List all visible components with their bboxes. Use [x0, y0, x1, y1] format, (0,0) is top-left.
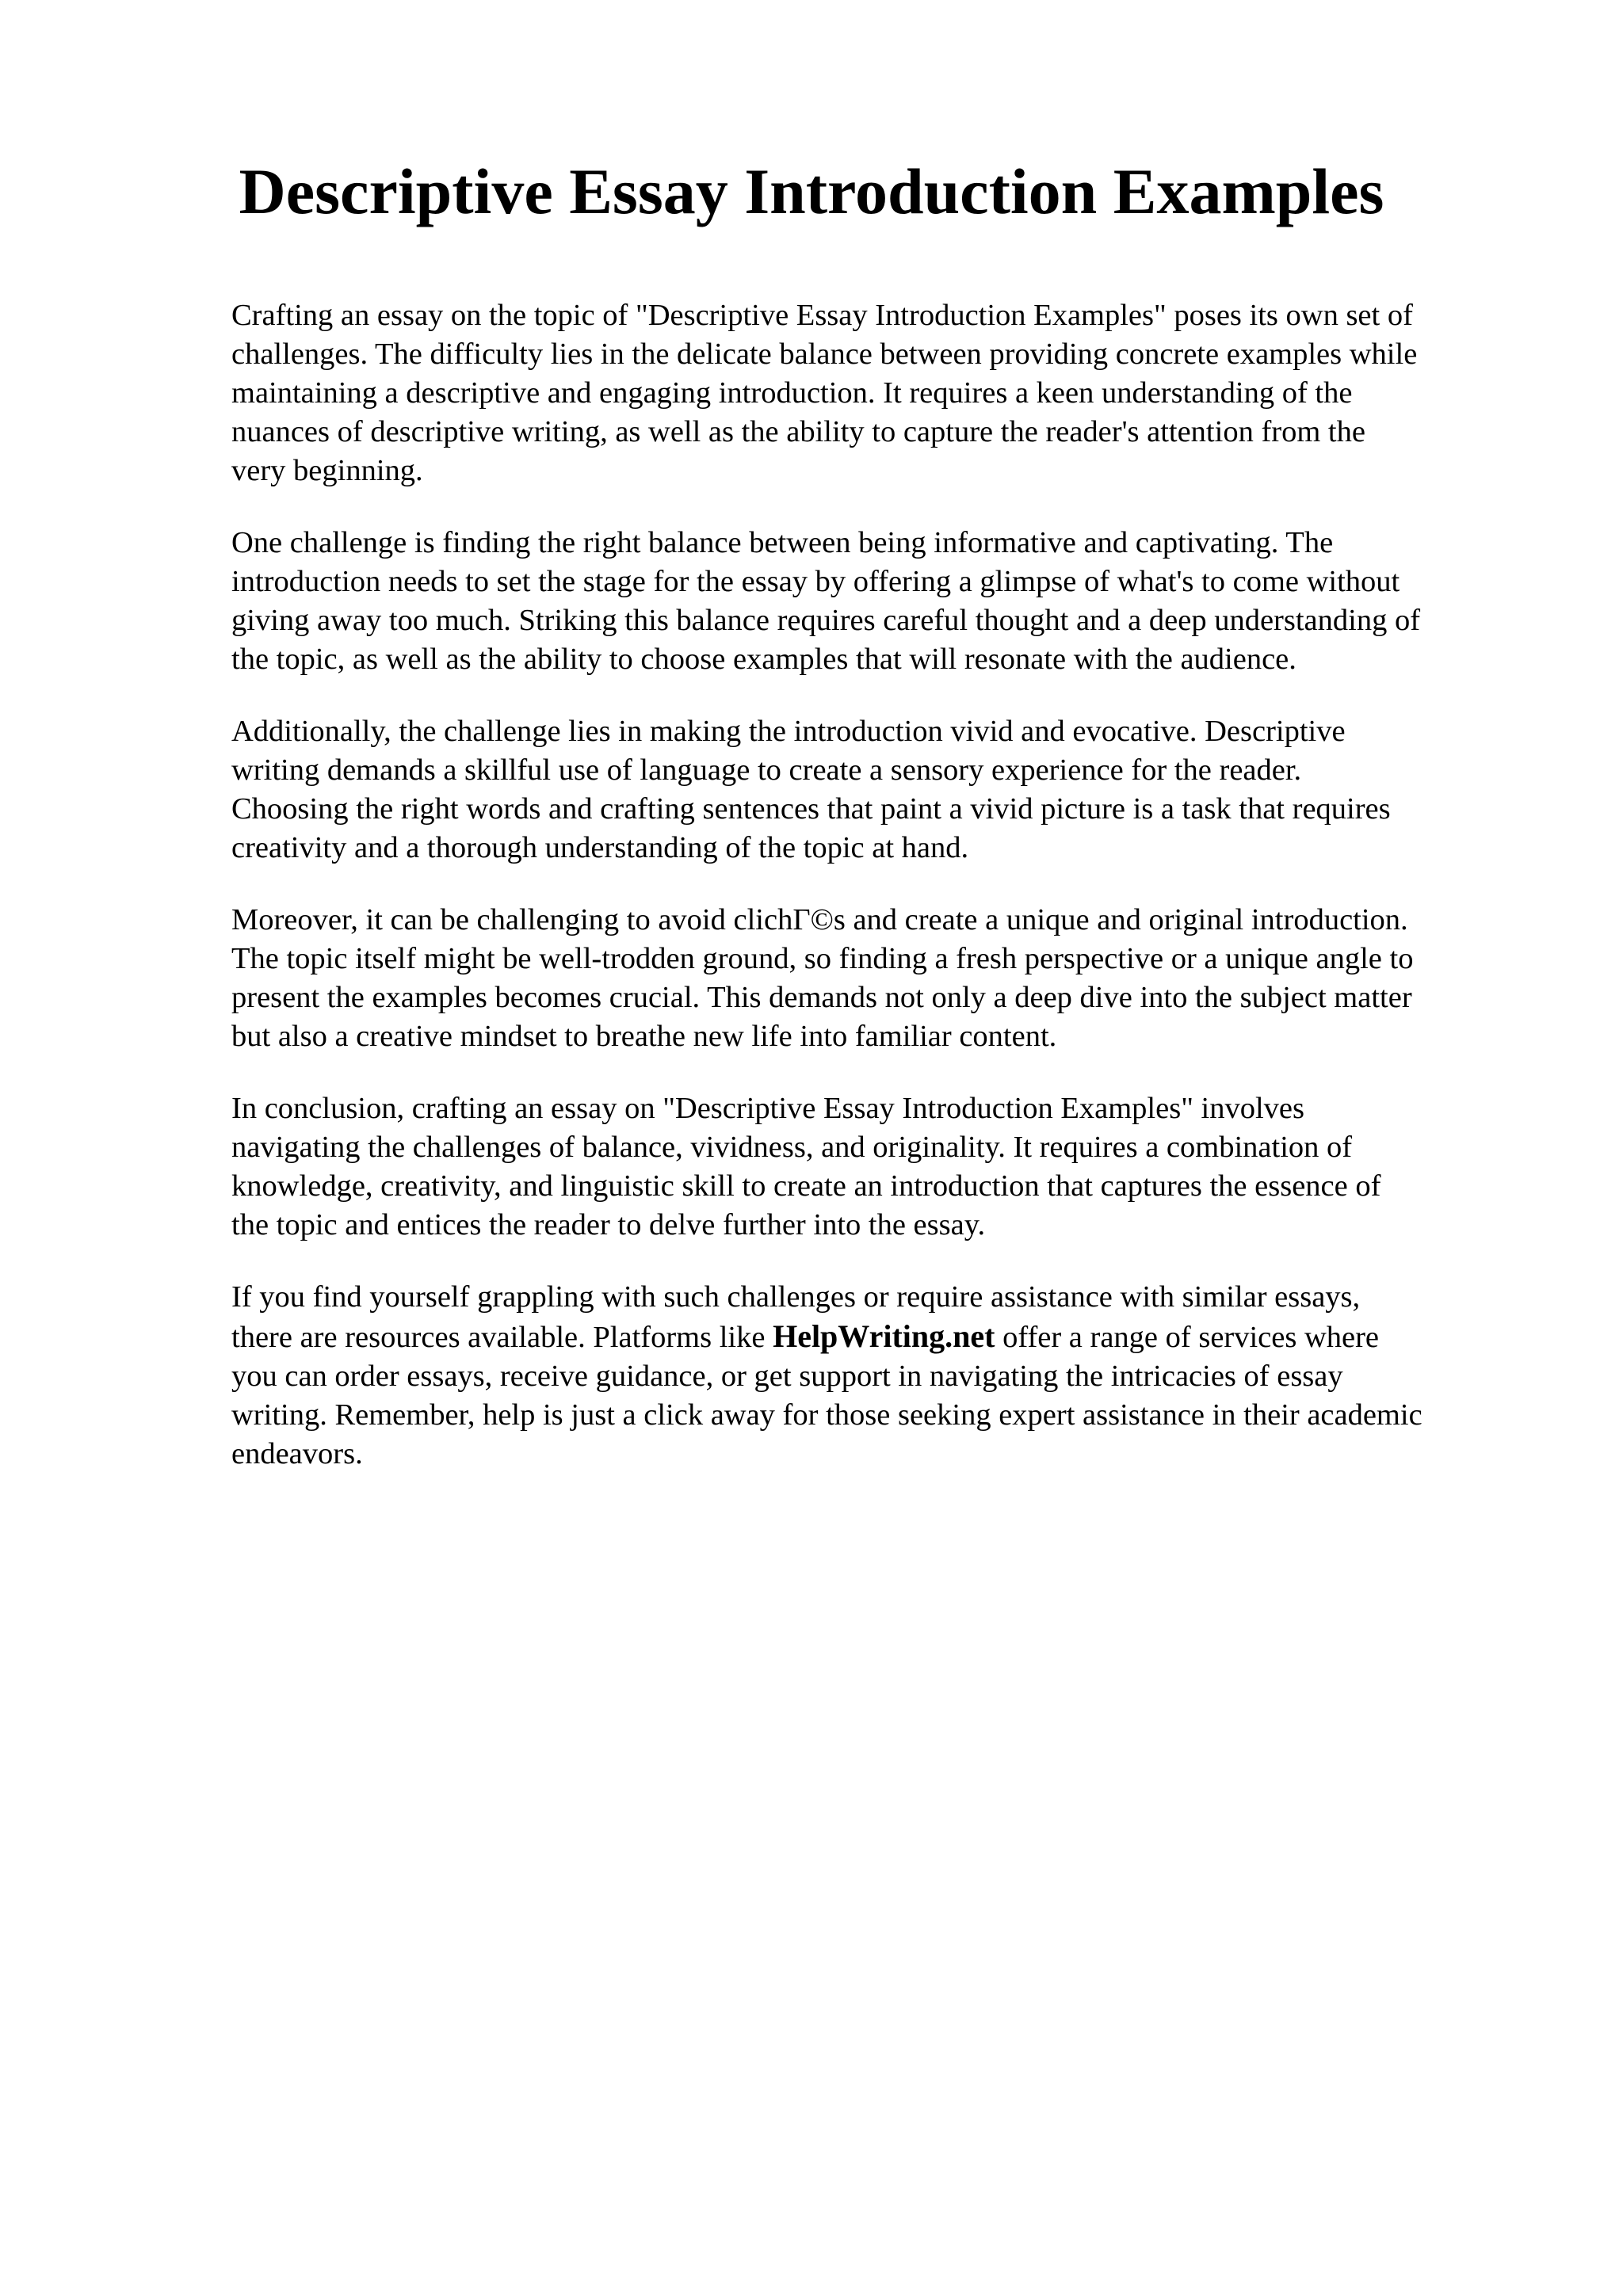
text-line: Moreover, it can be challenging to avoid clichΓ©s and create a unique and original introduction. [231, 903, 1408, 936]
document-title: Descriptive Essay Introduction Examples [239, 155, 1384, 227]
paragraph-closing [231, 1278, 1537, 1474]
text-line: Choosing the right words and crafting sentences that paint a vivid picture is a task that requires [231, 792, 1391, 826]
text-line: giving away too much. Striking this balance requires careful thought and a deep understanding of [231, 604, 1421, 637]
text-line: the topic and entices the reader to delve further into the essay. [231, 1208, 986, 1241]
text-line: very beginning. [231, 454, 423, 487]
text-line: One challenge is finding the right balance between being informative and captivating. The [231, 526, 1334, 559]
text-line: writing. Remember, help is just a click away for those seeking expert assistance in their academic [231, 1398, 1423, 1432]
helpwriting-link[interactable]: HelpWriting.net [773, 1318, 995, 1354]
text-line: creativity and a thorough understanding of the topic at hand. [231, 831, 969, 864]
text-line: introduction needs to set the stage for the essay by offering a glimpse of what's to come without [231, 565, 1400, 598]
text-line: you can order essays, receive guidance, or get support in navigating the intricacies of essay [231, 1360, 1343, 1393]
text-line: navigating the challenges of balance, vividness, and originality. It requires a combination of [231, 1131, 1353, 1164]
text-line: present the examples becomes crucial. This demands not only a deep dive into the subject matter [231, 981, 1412, 1014]
document-body [231, 296, 1537, 1507]
text-segment: offer a range of services where [995, 1321, 1380, 1354]
paragraph-vividness [231, 712, 1537, 868]
text-line: but also a creative mindset to breathe new life into familiar content. [231, 1020, 1057, 1053]
text-line: Crafting an essay on the topic of "Descriptive Essay Introduction Examples" poses its own set of [231, 299, 1413, 332]
text-line: nuances of descriptive writing, as well as the ability to capture the reader's attention from the [231, 415, 1365, 448]
text-line: endeavors. [231, 1437, 363, 1470]
text-line: writing demands a skillful use of language to create a sensory experience for the reader. [231, 753, 1302, 787]
paragraph-balance [231, 524, 1537, 679]
paragraph-conclusion [231, 1089, 1537, 1245]
text-line: knowledge, creativity, and linguistic skill to create an introduction that captures the essence of [231, 1169, 1381, 1203]
text-segment: there are resources available. Platforms like [231, 1321, 773, 1354]
text-line: Additionally, the challenge lies in making the introduction vivid and evocative. Descriptive [231, 715, 1346, 748]
text-line: The topic itself might be well-trodden ground, so finding a fresh perspective or a unique angle to [231, 942, 1414, 975]
text-line: In conclusion, crafting an essay on "Descriptive Essay Introduction Examples" involves [231, 1092, 1305, 1125]
text-line-with-link [231, 1317, 1537, 1357]
text-line: challenges. The difficulty lies in the delicate balance between providing concrete examples while [231, 338, 1418, 371]
paragraph-originality [231, 901, 1537, 1056]
text-line: maintaining a descriptive and engaging introduction. It requires a keen understanding of the [231, 376, 1353, 410]
text-line: If you find yourself grappling with such challenges or require assistance with similar essays, [231, 1280, 1361, 1314]
text-line: the topic, as well as the ability to choose examples that will resonate with the audience. [231, 643, 1296, 676]
paragraph-intro [231, 296, 1537, 490]
